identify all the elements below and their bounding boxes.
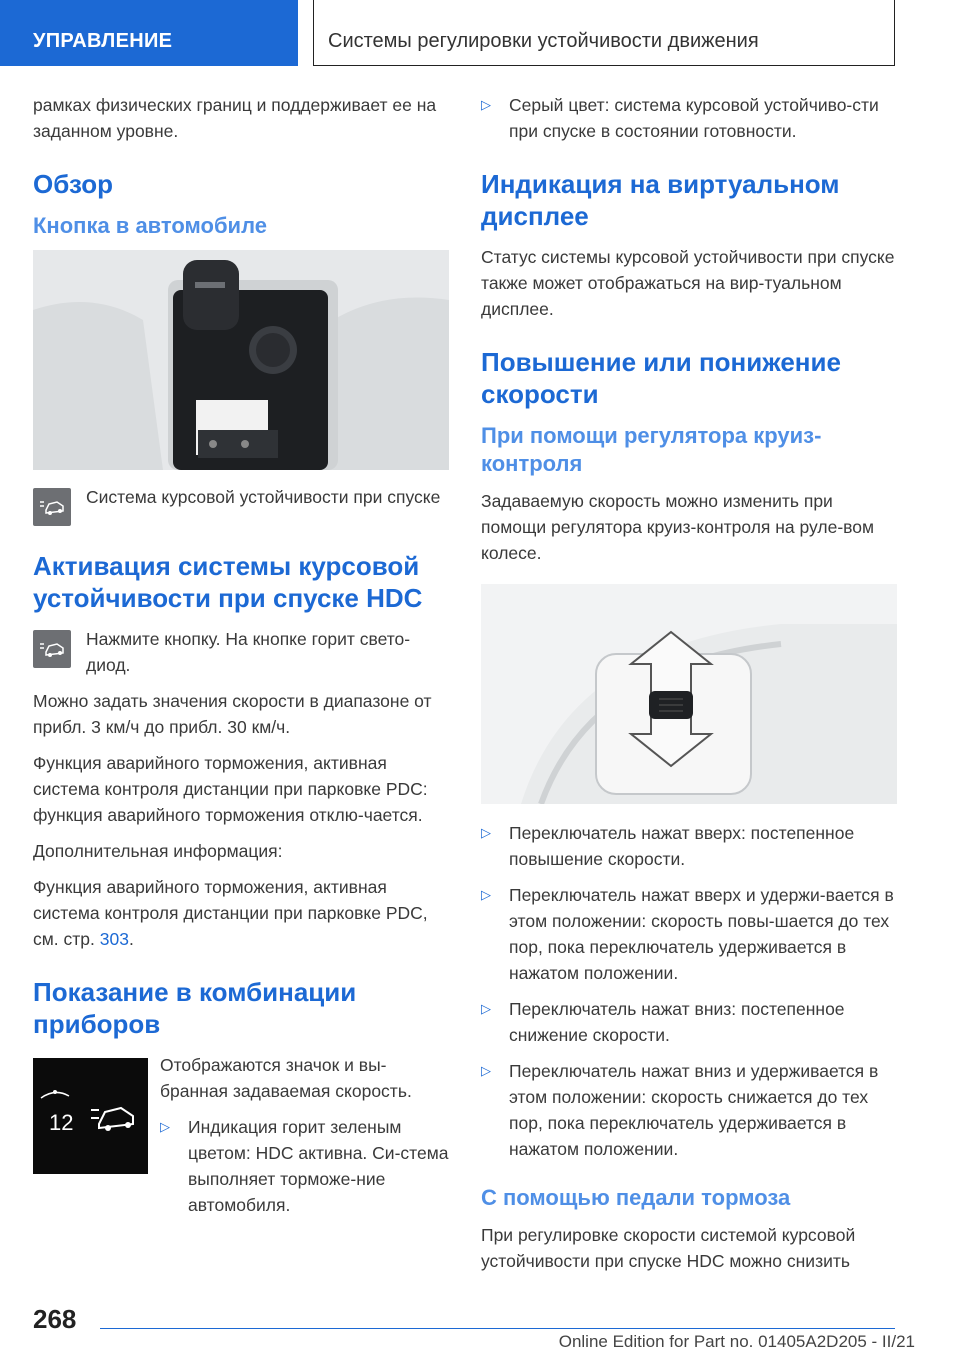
activation-text: Нажмите кнопку. На кнопке горит свето-диод. <box>86 629 411 675</box>
edition-text: Online Edition for Part no. 01405A2D205 - II/21 <box>558 1332 915 1351</box>
bullet-text: Переключатель нажат вверх: постепенное повышение скорости. <box>509 823 855 869</box>
footer-divider <box>100 1328 895 1329</box>
triangle-right-icon: ▷ <box>481 97 491 112</box>
hill-descent-car-icon <box>33 488 71 526</box>
heading-instrument-cluster: Показание в комбинации приборов <box>33 977 357 1039</box>
triangle-right-icon: ▷ <box>160 1119 170 1134</box>
page-number: 268 <box>33 1304 77 1334</box>
left-column <box>33 92 449 1228</box>
section-tab: УПРАВЛЕНИЕ <box>0 0 298 66</box>
pdc-text: Функция аварийного торможения, активная система контроля дистанции при парковке PDC: функция аварийного торможения отклю-чается. <box>33 753 428 825</box>
intro-paragraph: рамках физических границ и поддерживает ее на заданном уровне. <box>33 95 437 141</box>
grey-state-text: Серый цвет: система курсовой устойчиво-сти при спуске в состоянии готовности. <box>509 95 879 141</box>
brake-text: При регулировке скорости системой курсовой устойчивости при спуске HDC можно снизить <box>481 1225 856 1271</box>
triangle-right-icon: ▷ <box>481 825 491 840</box>
heading-cruise-control: При помощи регулятора круиз-контроля <box>481 423 822 476</box>
instrument-cluster-image <box>33 1058 148 1174</box>
cluster-intro: Отображаются значок и вы-бранная задаваемая скорость. <box>160 1055 412 1101</box>
heading-speed-change: Повышение или понижение скорости <box>481 347 841 409</box>
page-link-303[interactable]: 303 <box>99 929 129 949</box>
heading-button-in-car: Кнопка в автомобиле <box>33 213 267 238</box>
speed-range-text: Можно задать значения скорости в диапазоне от прибл. 3 км/ч до прибл. 30 км/ч. <box>33 691 432 737</box>
cluster-speed-value: 12 <box>49 1110 74 1135</box>
list-item <box>481 92 897 144</box>
triangle-right-icon: ▷ <box>481 887 491 902</box>
heading-activation: Активация системы курсовой устойчивости при спуске HDC <box>33 551 423 613</box>
cruise-text: Задаваемую скорость можно изменить при помощи регулятора круиз-контроля на руле-вом колесе. <box>481 491 875 563</box>
steering-wheel-switch-photo <box>481 584 897 804</box>
triangle-right-icon: ▷ <box>481 1063 491 1078</box>
bullet-text: Переключатель нажат вниз: постепенное снижение скорости. <box>509 999 845 1045</box>
heading-overview: Обзор <box>33 169 113 199</box>
hill-descent-car-icon <box>91 1108 133 1131</box>
pdc-reference-text: Функция аварийного торможения, активная система контроля дистанции при парковке PDC, см. стр. 303. <box>33 877 428 949</box>
virtual-display-text: Статус системы курсовой устойчивости при спуске также может отображаться на вир-туальном дисплее. <box>481 247 895 319</box>
chapter-title: Системы регулировки устойчивости движения <box>313 0 895 66</box>
bullet-text: Переключатель нажат вверх и удержи-вается в этом положении: скорость повы-шается до тех пор, пока переключатель удерживается в нажатом положении. <box>509 885 894 983</box>
list-item <box>481 882 897 986</box>
cluster-bullet-text: Индикация горит зеленым цветом: HDC активна. Си-стема выполняет торможе-ние автомобиля. <box>188 1117 449 1215</box>
list-item <box>481 820 897 872</box>
bullet-text: Переключатель нажат вниз и удерживается в этом положении: скорость снижается до тех пор, пока переключатель удерживается в нажатом положении. <box>509 1061 879 1159</box>
triangle-right-icon: ▷ <box>481 1001 491 1016</box>
hdc-button-caption-row <box>33 484 449 526</box>
heading-virtual-display: Индикация на виртуальном дисплее <box>481 169 840 231</box>
more-info-label: Дополнительная информация: <box>33 841 283 861</box>
page-header <box>0 0 960 66</box>
button-caption: Система курсовой устойчивости при спуске <box>86 487 441 507</box>
right-column <box>481 92 897 1284</box>
cluster-display-row <box>33 1052 449 1228</box>
list-item <box>481 1058 897 1162</box>
gear-selector-photo <box>33 250 449 470</box>
page-footer <box>0 1290 960 1362</box>
heading-brake-pedal: С помощью педали тормоза <box>481 1185 791 1210</box>
list-item <box>481 996 897 1048</box>
list-item <box>160 1114 449 1218</box>
cluster-description <box>160 1052 449 1228</box>
hill-descent-car-icon <box>33 630 71 668</box>
activation-row <box>33 626 449 678</box>
